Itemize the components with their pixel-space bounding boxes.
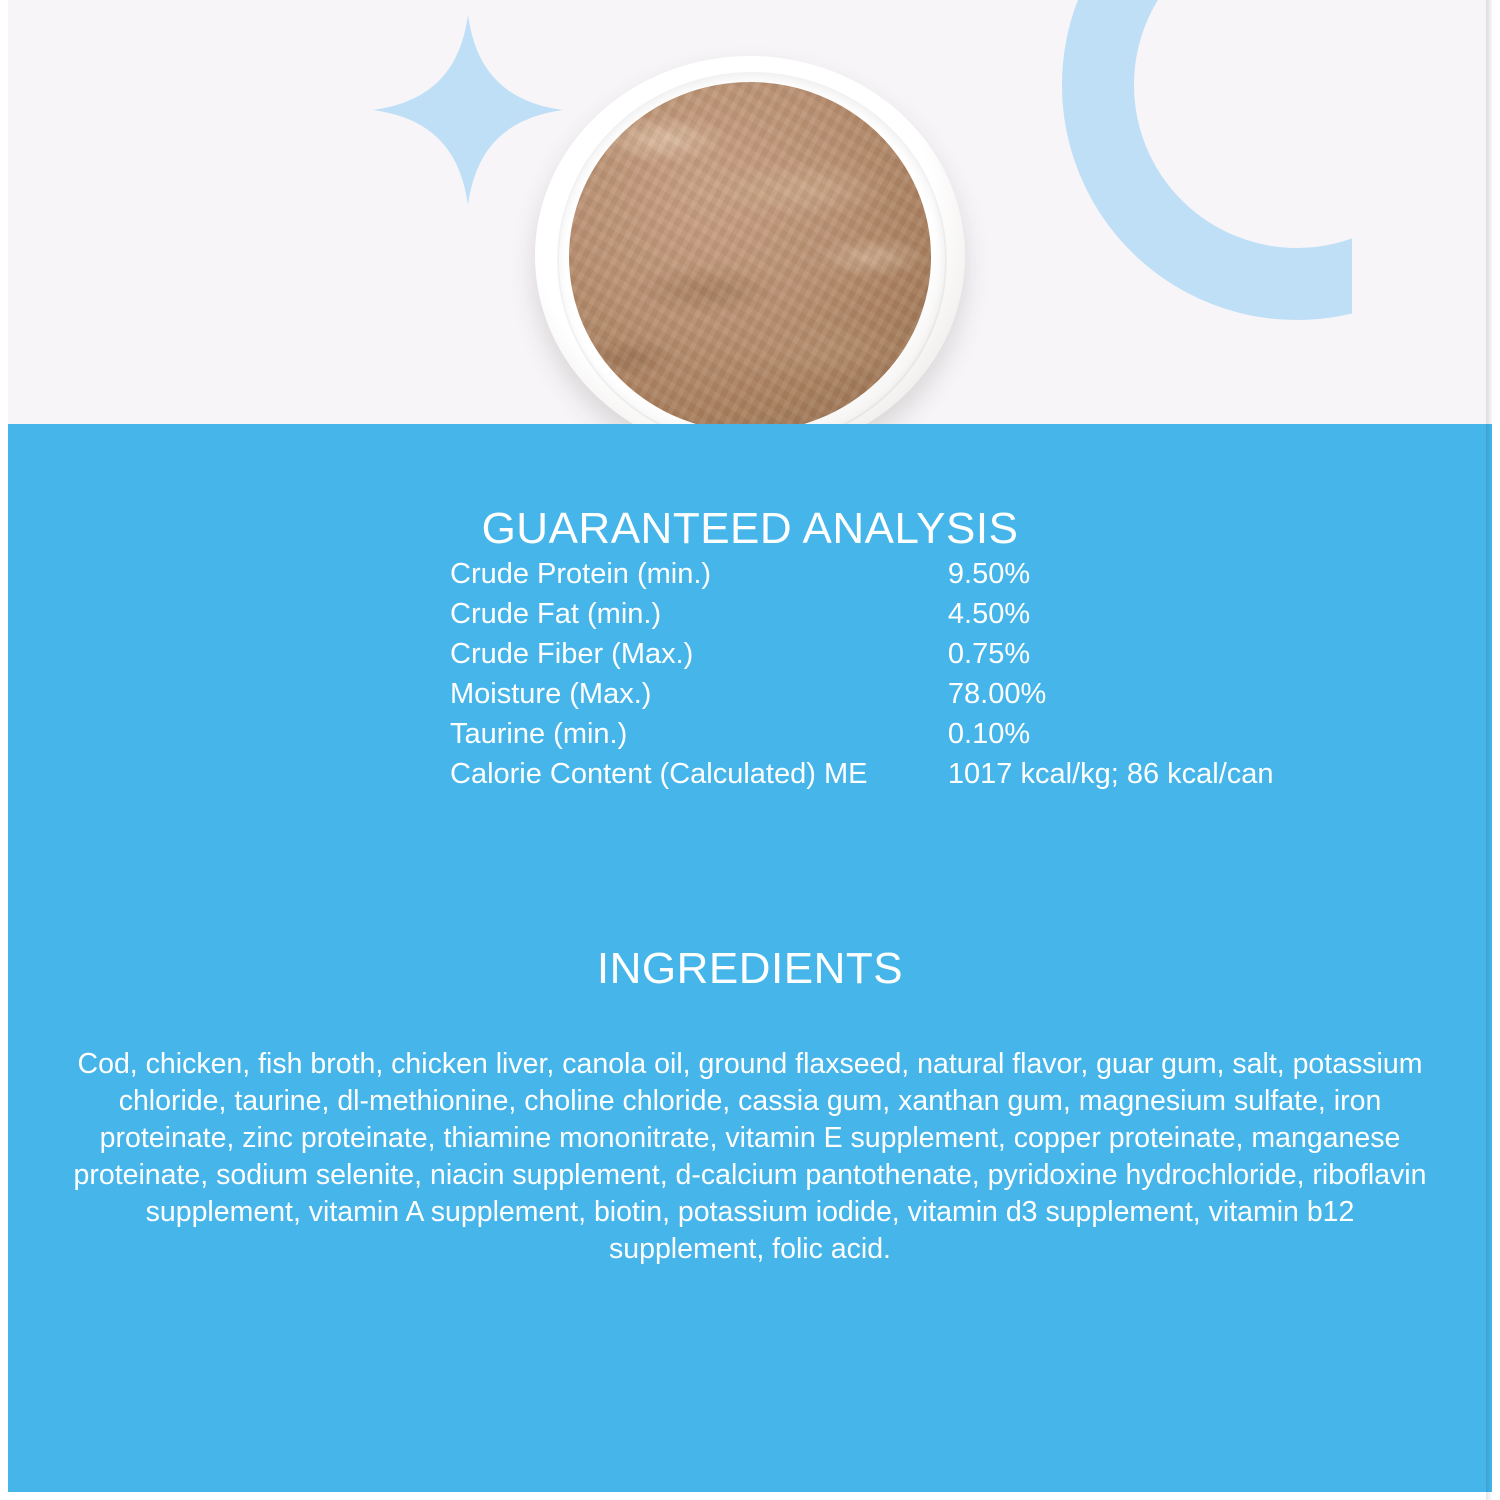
ga-label: Moisture (Max.): [450, 678, 652, 710]
page-edge-right: [1492, 0, 1500, 1500]
ga-value: 9.50%: [947, 558, 1031, 590]
page-edge-bottom: [0, 1492, 1500, 1500]
table-row: [195, 594, 1305, 634]
guaranteed-analysis-table: [195, 554, 1305, 794]
ga-label: Crude Protein (min.): [450, 558, 712, 590]
ga-value: 78.00%: [947, 678, 1047, 710]
ga-label: Taurine (min.): [450, 718, 628, 750]
page-edge-left: [0, 0, 8, 1500]
ga-value: 0.10%: [947, 718, 1031, 750]
table-row: [195, 554, 1305, 594]
food-bowl-image: [535, 56, 965, 430]
ingredients-text: Cod, chicken, fish broth, chicken liver, canola oil, ground flaxseed, natural flavor, guar gum, salt, potassium chloride, taurine, dl-methionine, choline chloride, cassia gum, xanthan gum, magnesium sulfate, iron proteinate, zinc proteinate, thiamine mononitrate, vitamin E supplement, copper proteinate, manganese proteinate, sodium selenite, niacin supplement, d-calcium pantothenate, pyridoxine hydrochloride, riboflavin supplement, vitamin A supplement, biotin, potassium iodide, vitamin d3 supplement, vitamin b12 supplement, folic acid.: [73, 1048, 1427, 1265]
ga-label: Calorie Content (Calculated) ME: [450, 758, 868, 790]
nutrition-panel: [8, 424, 1492, 1492]
table-row: [195, 674, 1305, 714]
bowl-rim: [557, 72, 947, 430]
table-row: [195, 754, 1305, 794]
table-row: [195, 714, 1305, 754]
ga-value: 0.75%: [947, 638, 1031, 670]
ga-label: Crude Fat (min.): [450, 598, 662, 630]
guaranteed-analysis-title: GUARANTEED ANALYSIS: [481, 504, 1019, 553]
ga-label: Crude Fiber (Max.): [450, 638, 694, 670]
ga-value: 4.50%: [947, 598, 1031, 630]
ring-mask: [1352, 0, 1492, 350]
hero-section: [8, 0, 1492, 430]
ga-value: 1017 kcal/kg; 86 kcal/can: [947, 758, 1274, 790]
page-shadow: [1486, 0, 1492, 1500]
ingredients-title: INGREDIENTS: [596, 944, 904, 993]
table-row: [195, 634, 1305, 674]
